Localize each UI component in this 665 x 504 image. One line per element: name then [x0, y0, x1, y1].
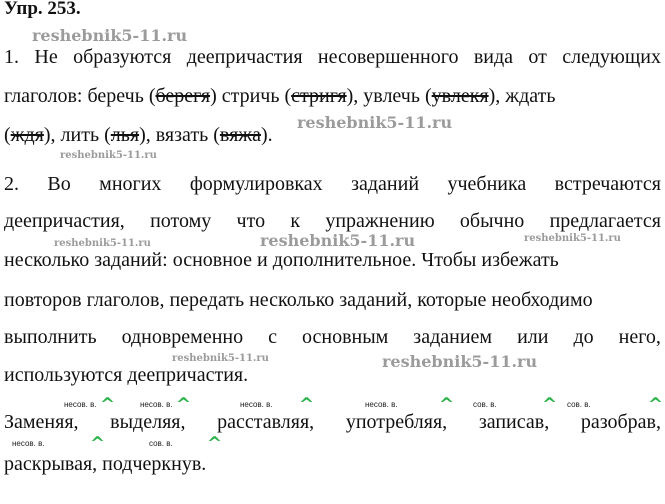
aspect-label: сов. в.	[567, 400, 591, 409]
aspect-label: несов. в.	[12, 439, 45, 448]
paragraph-1-line-2: глаголов: беречь (берегя) стричь (стригя), увлечь (увлекя), ждать	[4, 85, 556, 107]
paragraph-2-line-1: 2. Во многих формулировках заданий учебника встречаются	[4, 173, 661, 195]
watermark: reshebnik5-11.ru	[172, 353, 269, 364]
aspect-label: несов. в.	[64, 400, 97, 409]
suffix-mark-icon: ^	[439, 394, 455, 415]
suffix-mark-icon: ^	[207, 433, 223, 454]
struck-form: вяжа	[219, 124, 261, 146]
watermark: reshebnik5-11.ru	[297, 113, 453, 132]
struck-form: берегя	[155, 85, 211, 107]
paragraph-1-line-1: 1. Не образуются деепричастия несовершенного вида от следующих	[4, 46, 661, 68]
aspect-label: сов. в.	[149, 439, 173, 448]
suffix-mark-icon: ^	[90, 433, 106, 454]
watermark: reshebnik5-11.ru	[60, 150, 157, 161]
suffix-mark-icon: ^	[176, 394, 192, 415]
suffix-mark-icon: ^	[648, 394, 664, 415]
struck-form: лья	[110, 124, 140, 146]
suffix-mark-icon: ^	[100, 394, 116, 415]
watermark: reshebnik5-11.ru	[54, 238, 151, 249]
aspect-label: несов. в.	[365, 400, 398, 409]
aspect-label: несов. в.	[240, 400, 273, 409]
watermark: reshebnik5-11.ru	[382, 352, 538, 371]
exercise-title: Упр. 253.	[4, 0, 81, 19]
paragraph-2-line-3: несколько заданий: основное и дополнительное. Чтобы избежать	[4, 249, 559, 271]
paragraph-2-line-2: деепричастия, потому что к упражнению обычно предлагается	[4, 210, 661, 232]
paragraph-1-line-3: (ждя), лить (лья), вязать (вяжа).	[4, 124, 273, 146]
aspect-label: сов. в.	[473, 400, 497, 409]
suffix-mark-icon: ^	[299, 394, 315, 415]
paragraph-2-line-6: используются деепричастия.	[4, 364, 249, 386]
struck-form: увлекя	[431, 85, 489, 107]
watermark: reshebnik5-11.ru	[260, 231, 416, 250]
paragraph-2-line-5: выполнить одновременно с основным заданием или до него,	[4, 326, 661, 348]
aspect-label: несов. в.	[140, 400, 173, 409]
paragraph-3-line-1: Заменяя, выделяя, расставляя, употребляя, записав, разобрав,	[4, 411, 661, 433]
paragraph-3-line-2: раскрывая, подчеркнув.	[4, 453, 207, 475]
struck-form: стригя	[291, 85, 347, 107]
suffix-mark-icon: ^	[542, 394, 558, 415]
paragraph-2-line-4: повторов глаголов, передать несколько заданий, которые необходимо	[4, 289, 593, 311]
watermark: reshebnik5-11.ru	[32, 26, 188, 45]
struck-form: ждя	[10, 124, 44, 146]
watermark: reshebnik5-11.ru	[524, 233, 621, 244]
